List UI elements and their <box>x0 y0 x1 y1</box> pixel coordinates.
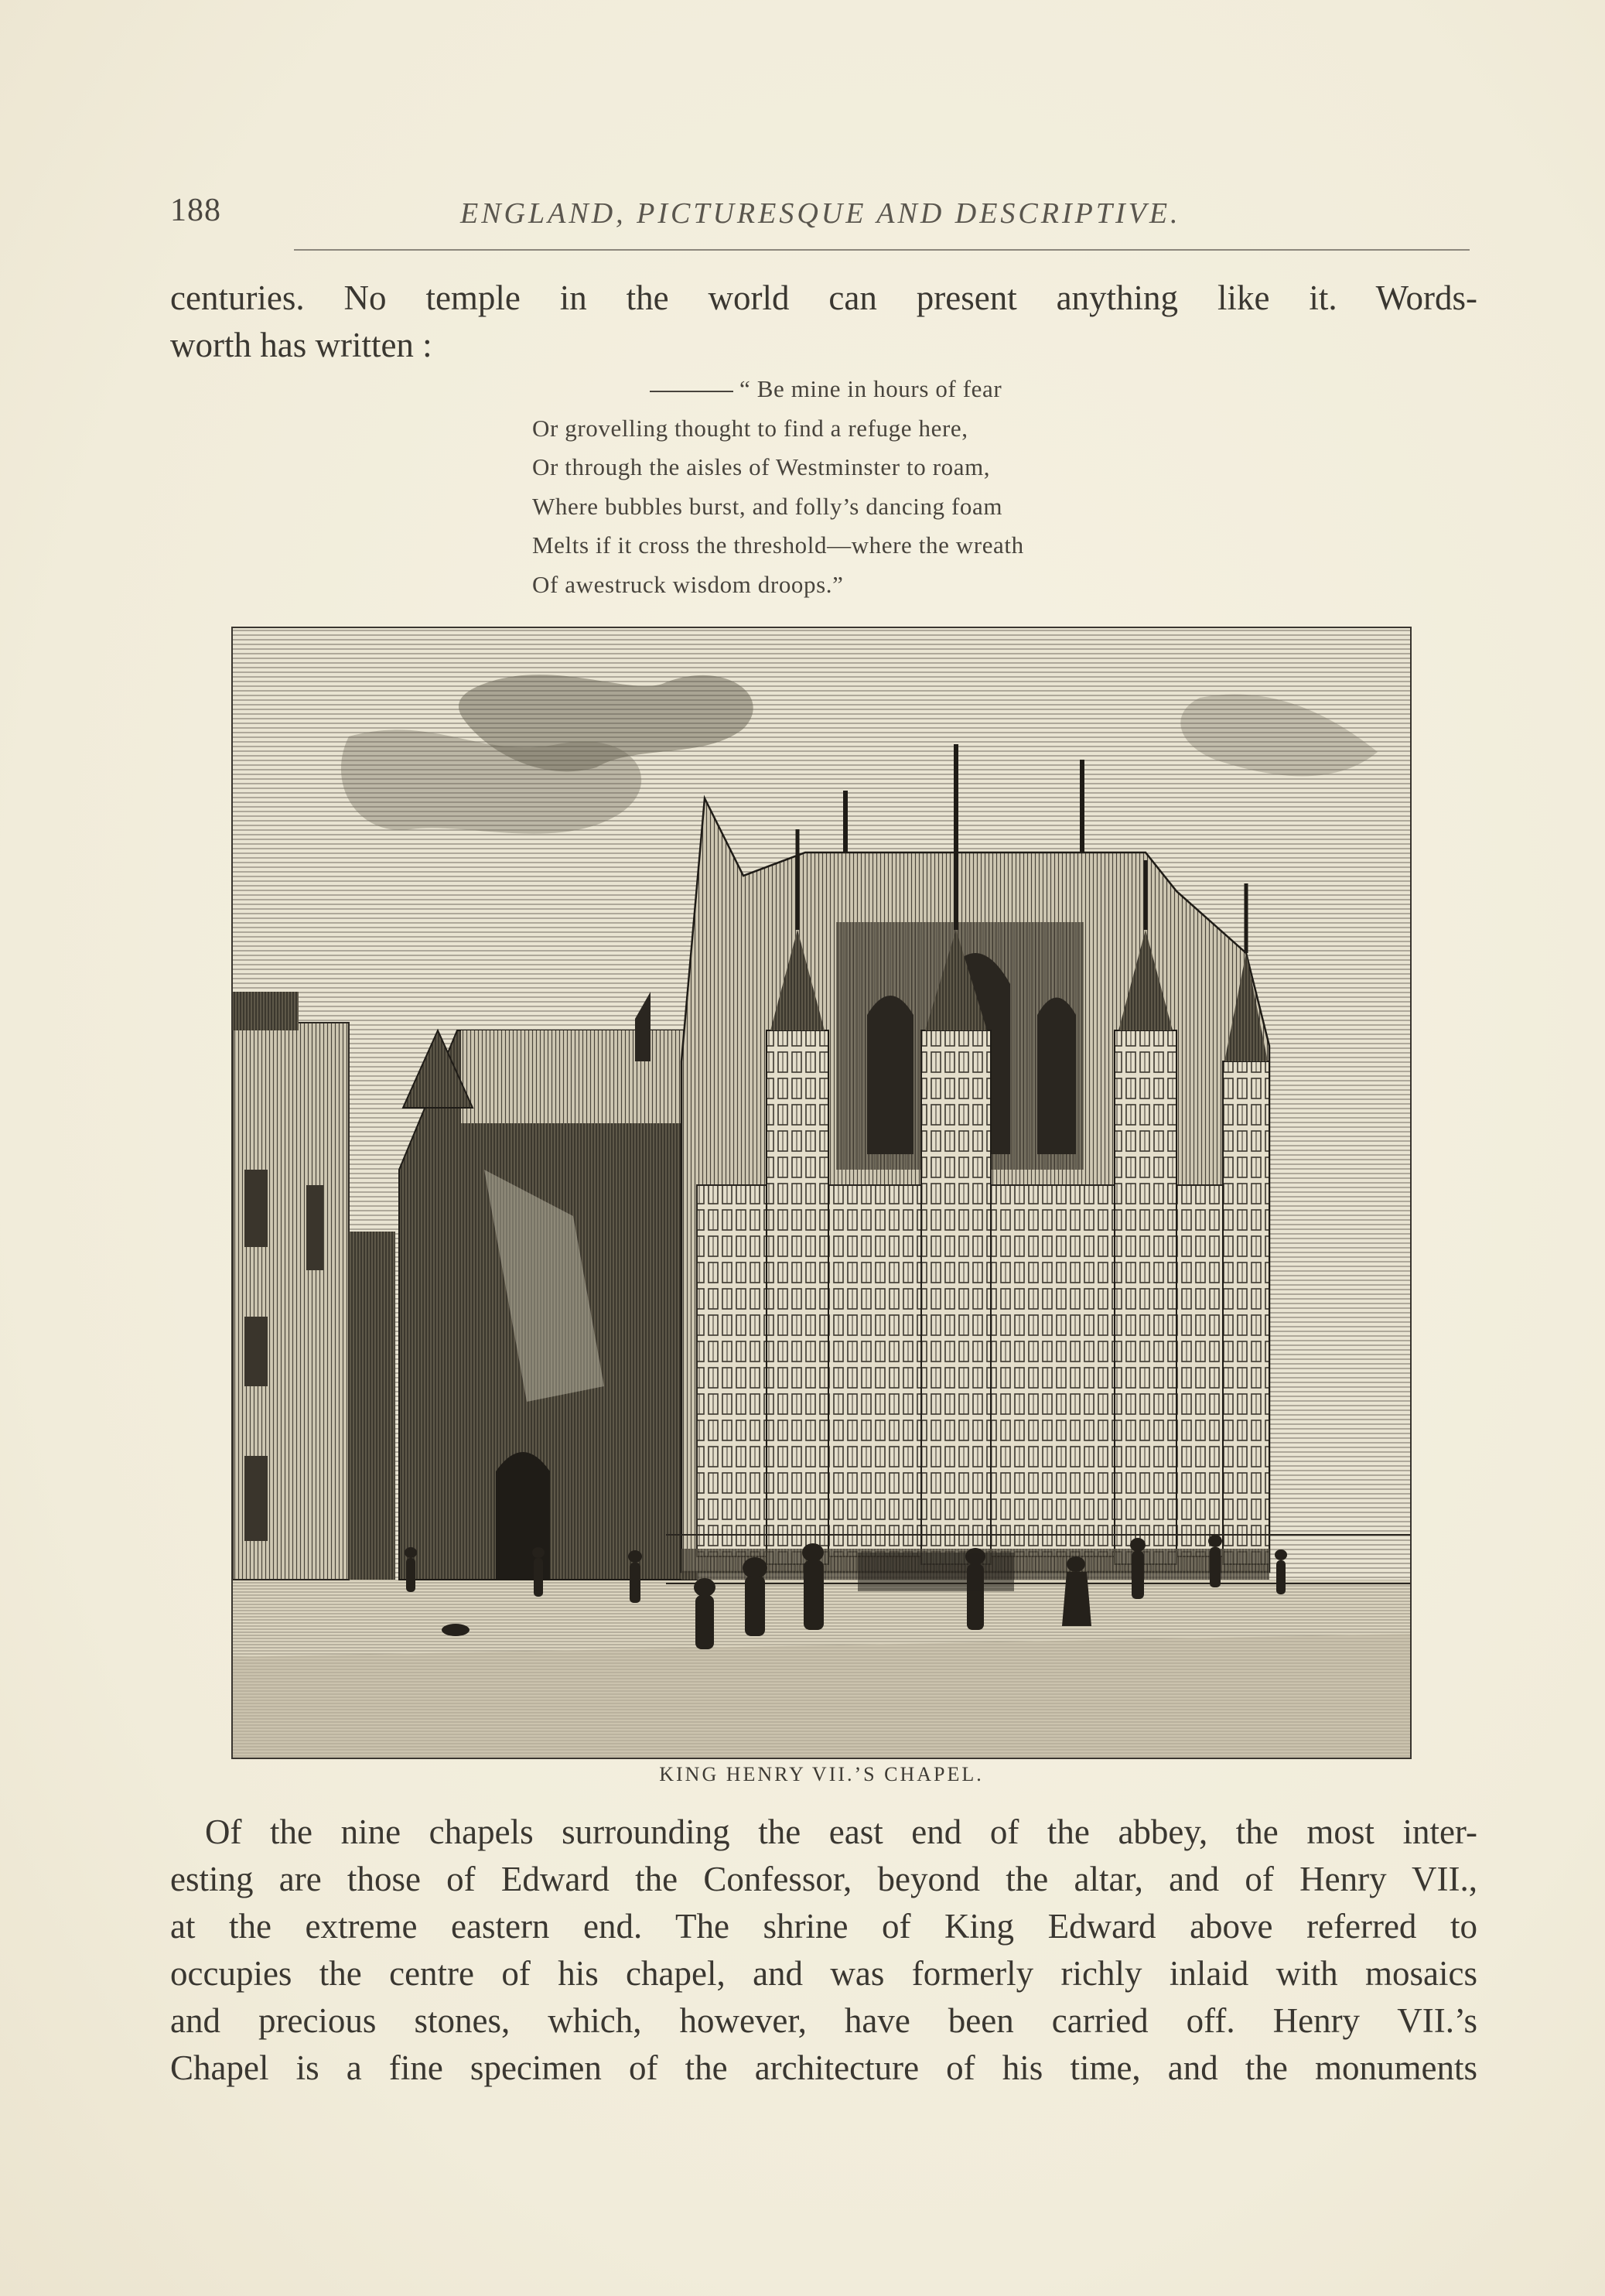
text-line: and precious stones, which, however, have been carried off. Henry VII.’s <box>170 2001 1477 2040</box>
body-paragraph <box>170 1809 1477 2092</box>
page-header <box>170 192 1471 238</box>
verse-line: Where bubbles burst, and folly’s dancing foam <box>532 492 1003 520</box>
page-number: 188 <box>170 193 221 228</box>
figure-caption: KING HENRY VII.’S CHAPEL. <box>659 1763 984 1785</box>
text-line: Chapel is a fine specimen of the architecture of his time, and the monuments <box>170 2048 1477 2087</box>
em-dash-rule <box>650 391 733 392</box>
verse-line: “ Be mine in hours of fear <box>532 370 1024 409</box>
chapel-engraving <box>231 627 1412 1759</box>
verse-line: Melts if it cross the threshold—where the wreath <box>532 531 1024 559</box>
text-line: occupies the centre of his chapel, and was formerly richly inlaid with mosaics <box>170 1954 1477 1993</box>
verse-line: Of awestruck wisdom droops.” <box>532 570 844 598</box>
text-line: at the extreme eastern end. The shrine of King Edward above referred to <box>170 1907 1477 1946</box>
header-rule <box>294 249 1470 251</box>
text-line: centuries. No temple in the world can present anything like it. Words- <box>170 278 1477 317</box>
intro-paragraph <box>170 275 1477 369</box>
running-head: ENGLAND, PICTURESQUE AND DESCRIPTIVE. <box>460 197 1181 230</box>
wordsworth-quotation <box>532 370 1024 604</box>
text-line: esting are those of Edward the Confessor, beyond the altar, and of Henry VII., <box>170 1860 1477 1898</box>
text-line: worth has written : <box>170 326 432 364</box>
verse-line: Or grovelling thought to find a refuge here, <box>532 414 968 442</box>
text-line: Of the nine chapels surrounding the east end of the abbey, the most inter- <box>205 1813 1477 1851</box>
abbey-nave <box>399 992 697 1580</box>
verse-line: Or through the aisles of Westminster to roam, <box>532 453 991 480</box>
